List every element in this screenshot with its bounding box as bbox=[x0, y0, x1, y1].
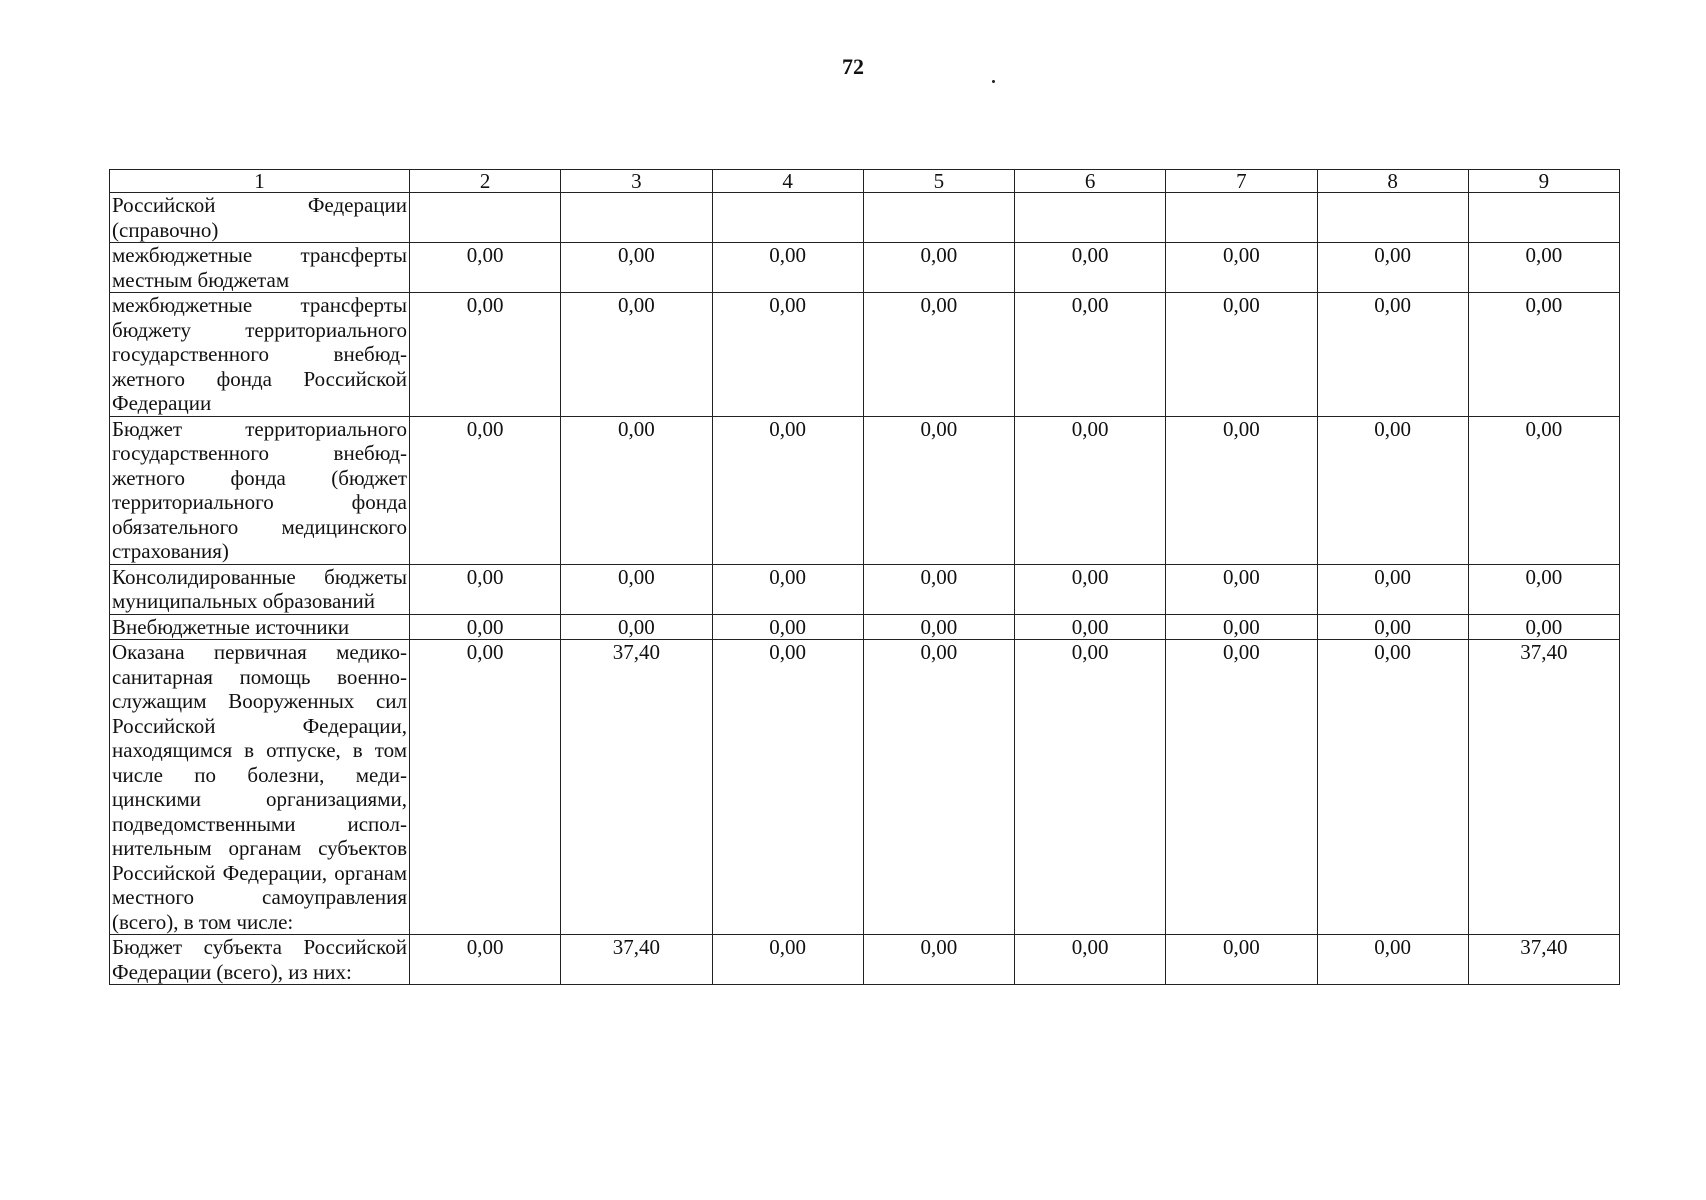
column-header: 8 bbox=[1317, 170, 1468, 193]
table-cell: 0,00 bbox=[1468, 416, 1619, 564]
row-label: Консолидированные бюджеты муниципальных образований bbox=[110, 564, 410, 614]
table-cell: 0,00 bbox=[712, 416, 863, 564]
table-cell: 0,00 bbox=[410, 935, 561, 985]
scan-dot bbox=[992, 80, 995, 83]
table-cell: 0,00 bbox=[1468, 243, 1619, 293]
table-cell: 0,00 bbox=[1468, 293, 1619, 417]
table-cell: 0,00 bbox=[1015, 564, 1166, 614]
table-cell bbox=[1166, 193, 1317, 243]
table-cell: 0,00 bbox=[1317, 614, 1468, 640]
table-cell: 0,00 bbox=[1166, 243, 1317, 293]
table-cell: 0,00 bbox=[561, 243, 712, 293]
table-cell: 0,00 bbox=[863, 564, 1014, 614]
table-cell: 0,00 bbox=[712, 564, 863, 614]
table-cell: 0,00 bbox=[1015, 935, 1166, 985]
table-cell bbox=[1468, 193, 1619, 243]
column-header: 3 bbox=[561, 170, 712, 193]
table-cell: 0,00 bbox=[712, 293, 863, 417]
table-row bbox=[110, 640, 1620, 935]
column-header: 6 bbox=[1015, 170, 1166, 193]
table-cell: 0,00 bbox=[1015, 416, 1166, 564]
page-number: 72 bbox=[842, 54, 864, 79]
column-header: 1 bbox=[110, 170, 410, 193]
table-cell: 0,00 bbox=[1317, 935, 1468, 985]
table-cell: 0,00 bbox=[1166, 293, 1317, 417]
table-cell: 0,00 bbox=[1166, 640, 1317, 935]
table-cell: 0,00 bbox=[1166, 935, 1317, 985]
table-cell: 0,00 bbox=[410, 614, 561, 640]
table-cell: 0,00 bbox=[1317, 640, 1468, 935]
column-header: 9 bbox=[1468, 170, 1619, 193]
row-label: Внебюджетные источники bbox=[110, 614, 410, 640]
table-cell: 0,00 bbox=[712, 614, 863, 640]
table-cell: 0,00 bbox=[712, 243, 863, 293]
table-cell: 0,00 bbox=[863, 293, 1014, 417]
table-row bbox=[110, 293, 1620, 417]
table-cell: 0,00 bbox=[712, 640, 863, 935]
table-cell bbox=[1317, 193, 1468, 243]
table-cell: 0,00 bbox=[1015, 614, 1166, 640]
table-cell: 0,00 bbox=[410, 564, 561, 614]
table-cell bbox=[1015, 193, 1166, 243]
table-cell: 0,00 bbox=[712, 935, 863, 985]
column-header: 4 bbox=[712, 170, 863, 193]
column-header: 7 bbox=[1166, 170, 1317, 193]
table-cell: 0,00 bbox=[1166, 564, 1317, 614]
table-row bbox=[110, 564, 1620, 614]
table-cell: 0,00 bbox=[1015, 243, 1166, 293]
table-cell: 0,00 bbox=[1317, 293, 1468, 417]
column-header: 5 bbox=[863, 170, 1014, 193]
table-cell: 0,00 bbox=[863, 640, 1014, 935]
row-label: межбюджетные трансферты бюджету территориального государственного внебюджетного фонда Российской Федерации bbox=[110, 293, 410, 417]
table-cell: 0,00 bbox=[1166, 416, 1317, 564]
table-cell: 0,00 bbox=[863, 614, 1014, 640]
table-cell: 0,00 bbox=[1166, 614, 1317, 640]
table-cell bbox=[561, 193, 712, 243]
row-label: Бюджет территориального государственного внебюджетного фонда (бюджет территориального фонда обязательного медицинского страхования) bbox=[110, 416, 410, 564]
table-cell: 0,00 bbox=[410, 416, 561, 564]
table-row bbox=[110, 193, 1620, 243]
table-cell: 37,40 bbox=[561, 935, 712, 985]
table-cell: 0,00 bbox=[410, 640, 561, 935]
table-row bbox=[110, 935, 1620, 985]
table-cell: 0,00 bbox=[863, 935, 1014, 985]
table-cell: 0,00 bbox=[863, 243, 1014, 293]
table-cell: 0,00 bbox=[1317, 416, 1468, 564]
table-header-row bbox=[110, 170, 1620, 193]
table-cell: 37,40 bbox=[1468, 640, 1619, 935]
row-label: Бюджет субъекта Российской Федерации (всего), из них: bbox=[110, 935, 410, 985]
table-cell: 0,00 bbox=[561, 564, 712, 614]
table-cell: 37,40 bbox=[561, 640, 712, 935]
table-cell: 0,00 bbox=[561, 416, 712, 564]
row-label: Российской Федерации (справочно) bbox=[110, 193, 410, 243]
table-cell: 0,00 bbox=[1468, 564, 1619, 614]
table-cell: 0,00 bbox=[561, 614, 712, 640]
table-row bbox=[110, 614, 1620, 640]
table-cell: 37,40 bbox=[1468, 935, 1619, 985]
table-row bbox=[110, 243, 1620, 293]
column-header: 2 bbox=[410, 170, 561, 193]
table-cell bbox=[410, 193, 561, 243]
table-row bbox=[110, 416, 1620, 564]
data-table bbox=[109, 169, 1620, 985]
table-cell bbox=[712, 193, 863, 243]
table-cell: 0,00 bbox=[863, 416, 1014, 564]
table-cell: 0,00 bbox=[1015, 293, 1166, 417]
table-cell: 0,00 bbox=[1468, 614, 1619, 640]
table-cell bbox=[863, 193, 1014, 243]
table-cell: 0,00 bbox=[1015, 640, 1166, 935]
table-cell: 0,00 bbox=[410, 243, 561, 293]
table-cell: 0,00 bbox=[1317, 243, 1468, 293]
table-cell: 0,00 bbox=[410, 293, 561, 417]
table-cell: 0,00 bbox=[1317, 564, 1468, 614]
table-cell: 0,00 bbox=[561, 293, 712, 417]
row-label: межбюджетные трансферты местным бюджетам bbox=[110, 243, 410, 293]
row-label: Оказана первичная медикосанитарная помощь военнослужащим Вооруженных сил Российской Федерации, находящимся в отпуске, в том числе по болезни, медицинскими организациями, подведомственными исполнительным органам субъектов Российской Федерации, органам местного самоуправления (всего), в том числе: bbox=[110, 640, 410, 935]
